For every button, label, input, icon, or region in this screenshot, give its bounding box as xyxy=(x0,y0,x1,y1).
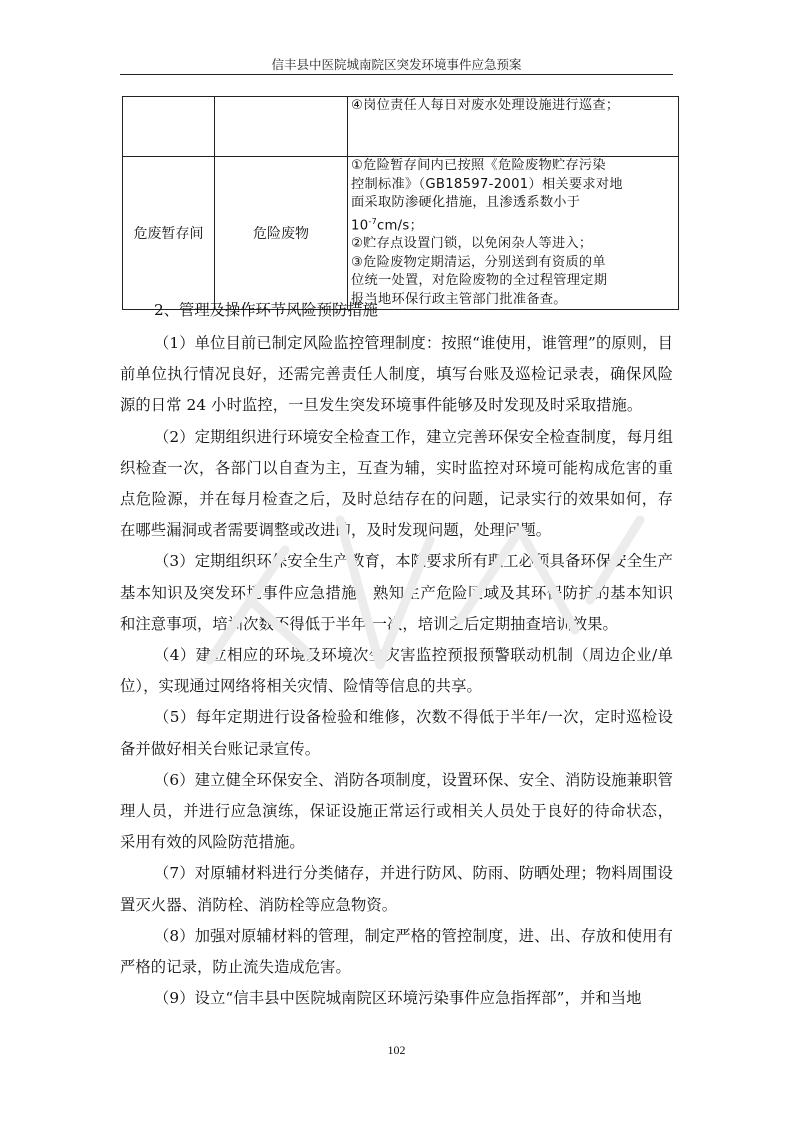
measure-line: ③危险废物定期清运，分别送到有资质的单 xyxy=(351,254,606,270)
table-cell-measures xyxy=(348,157,679,310)
measure-line: 面采取防渗硬化措施，且渗透系数小于 xyxy=(351,195,581,210)
permeability-unit: cm/s； xyxy=(376,217,424,233)
paragraph: （8）加强对原辅材料的管理，制定严格的管控制度，进、出、存放和使用有严格的记录，防止流失造成危害。 xyxy=(120,926,673,977)
paragraph: （9）设立“信丰县中医院城南院区环境污染事件应急指挥部”，并和当地 xyxy=(154,989,642,1008)
page-header-title: 信丰县中医院城南院区突发环境事件应急预案 xyxy=(271,57,522,72)
permeability-base: 10 xyxy=(351,217,369,233)
table-cell-location xyxy=(123,97,215,157)
table-cell-material xyxy=(215,97,348,157)
paragraph: （6）建立健全环保安全、消防各项制度，设置环保、安全、消防设施兼职管理人员，并进行应急演练，保证设施正常运行或相关人员处于良好的待命状态，采用有效的风险防范措施。 xyxy=(120,770,673,852)
measure-line: ④岗位责任人每日对废水处理设施进行巡查； xyxy=(351,98,620,113)
table-cell-material: 危险废物 xyxy=(215,157,348,310)
table-row xyxy=(123,157,679,310)
measure-line: 位统一处置，对危险废物的全过程管理定期 xyxy=(351,273,608,289)
measure-line: 控制标准》（GB18597-2001）相关要求对地 xyxy=(351,176,623,192)
paragraph: （2）定期组织进行环境安全检查工作，建立完善环保安全检查制度，每月组织检查一次，各部门以自查为主，互查为辅，实时监控对环境可能构成危害的重点危险源，并在每月检查之后，及时总结存在的问题，记录实行的效果如何，存在哪些漏洞或者需要调整或改进的，及时发现问题，处理问题。 xyxy=(120,427,673,540)
table-cell-location: 危废暂存间 xyxy=(123,157,215,310)
body-paragraphs xyxy=(120,328,673,1014)
table-cell-measures xyxy=(348,97,679,157)
paragraph: （5）每年定期进行设备检验和维修，次数不得低于半年/一次，定时巡检设备并做好相关台账记录宣传。 xyxy=(120,708,673,758)
measure-line: 报当地环保行政主管部门批准备查。 xyxy=(351,291,567,307)
paragraph: （1）单位目前已制定风险监控管理制度：按照“谁使用，谁管理”的原则，目前单位执行情况良好，还需完善责任人制度，填写台账及巡检记录表，确保风险源的日常 24 小时监控，一旦发生突发环境事件能够及时发现及时采取措施。 xyxy=(120,334,673,415)
permeability-exponent: -7 xyxy=(368,216,377,226)
paragraph: （7）对原辅材料进行分类储存，并进行防风、防雨、防晒处理；物料周围设置灭火器、消防栓、消防栓等应急物资。 xyxy=(120,864,673,914)
paragraph: （4）建立相应的环境及环境次生灾害监控预报预警联动机制（周边企业/单位），实现通过网络将相关灾情、险情等信息的共享。 xyxy=(120,646,673,696)
section-heading: 2、管理及操作环节风险预防措施 xyxy=(154,301,378,319)
risk-measures-table xyxy=(122,96,679,310)
measure-line-permeability xyxy=(351,213,676,236)
table-row xyxy=(123,97,679,157)
page-number: 102 xyxy=(387,1043,406,1057)
paragraph: （3）定期组织环保安全生产教育，本院要求所有职工必须具备环保安全生产基本知识及突发环境事件应急措施，熟知生产危险区域及其环保防护的基本知识和注意事项，培训次数不得低于半年/一次，培训之后定期抽查培训效果。 xyxy=(120,552,673,633)
measure-line: ①危险暂存间内已按照《危险废物贮存污染 xyxy=(351,158,606,173)
measure-line: ②贮存点设置门锁，以免闲杂人等进入； xyxy=(351,236,593,252)
header-rule xyxy=(120,74,673,75)
